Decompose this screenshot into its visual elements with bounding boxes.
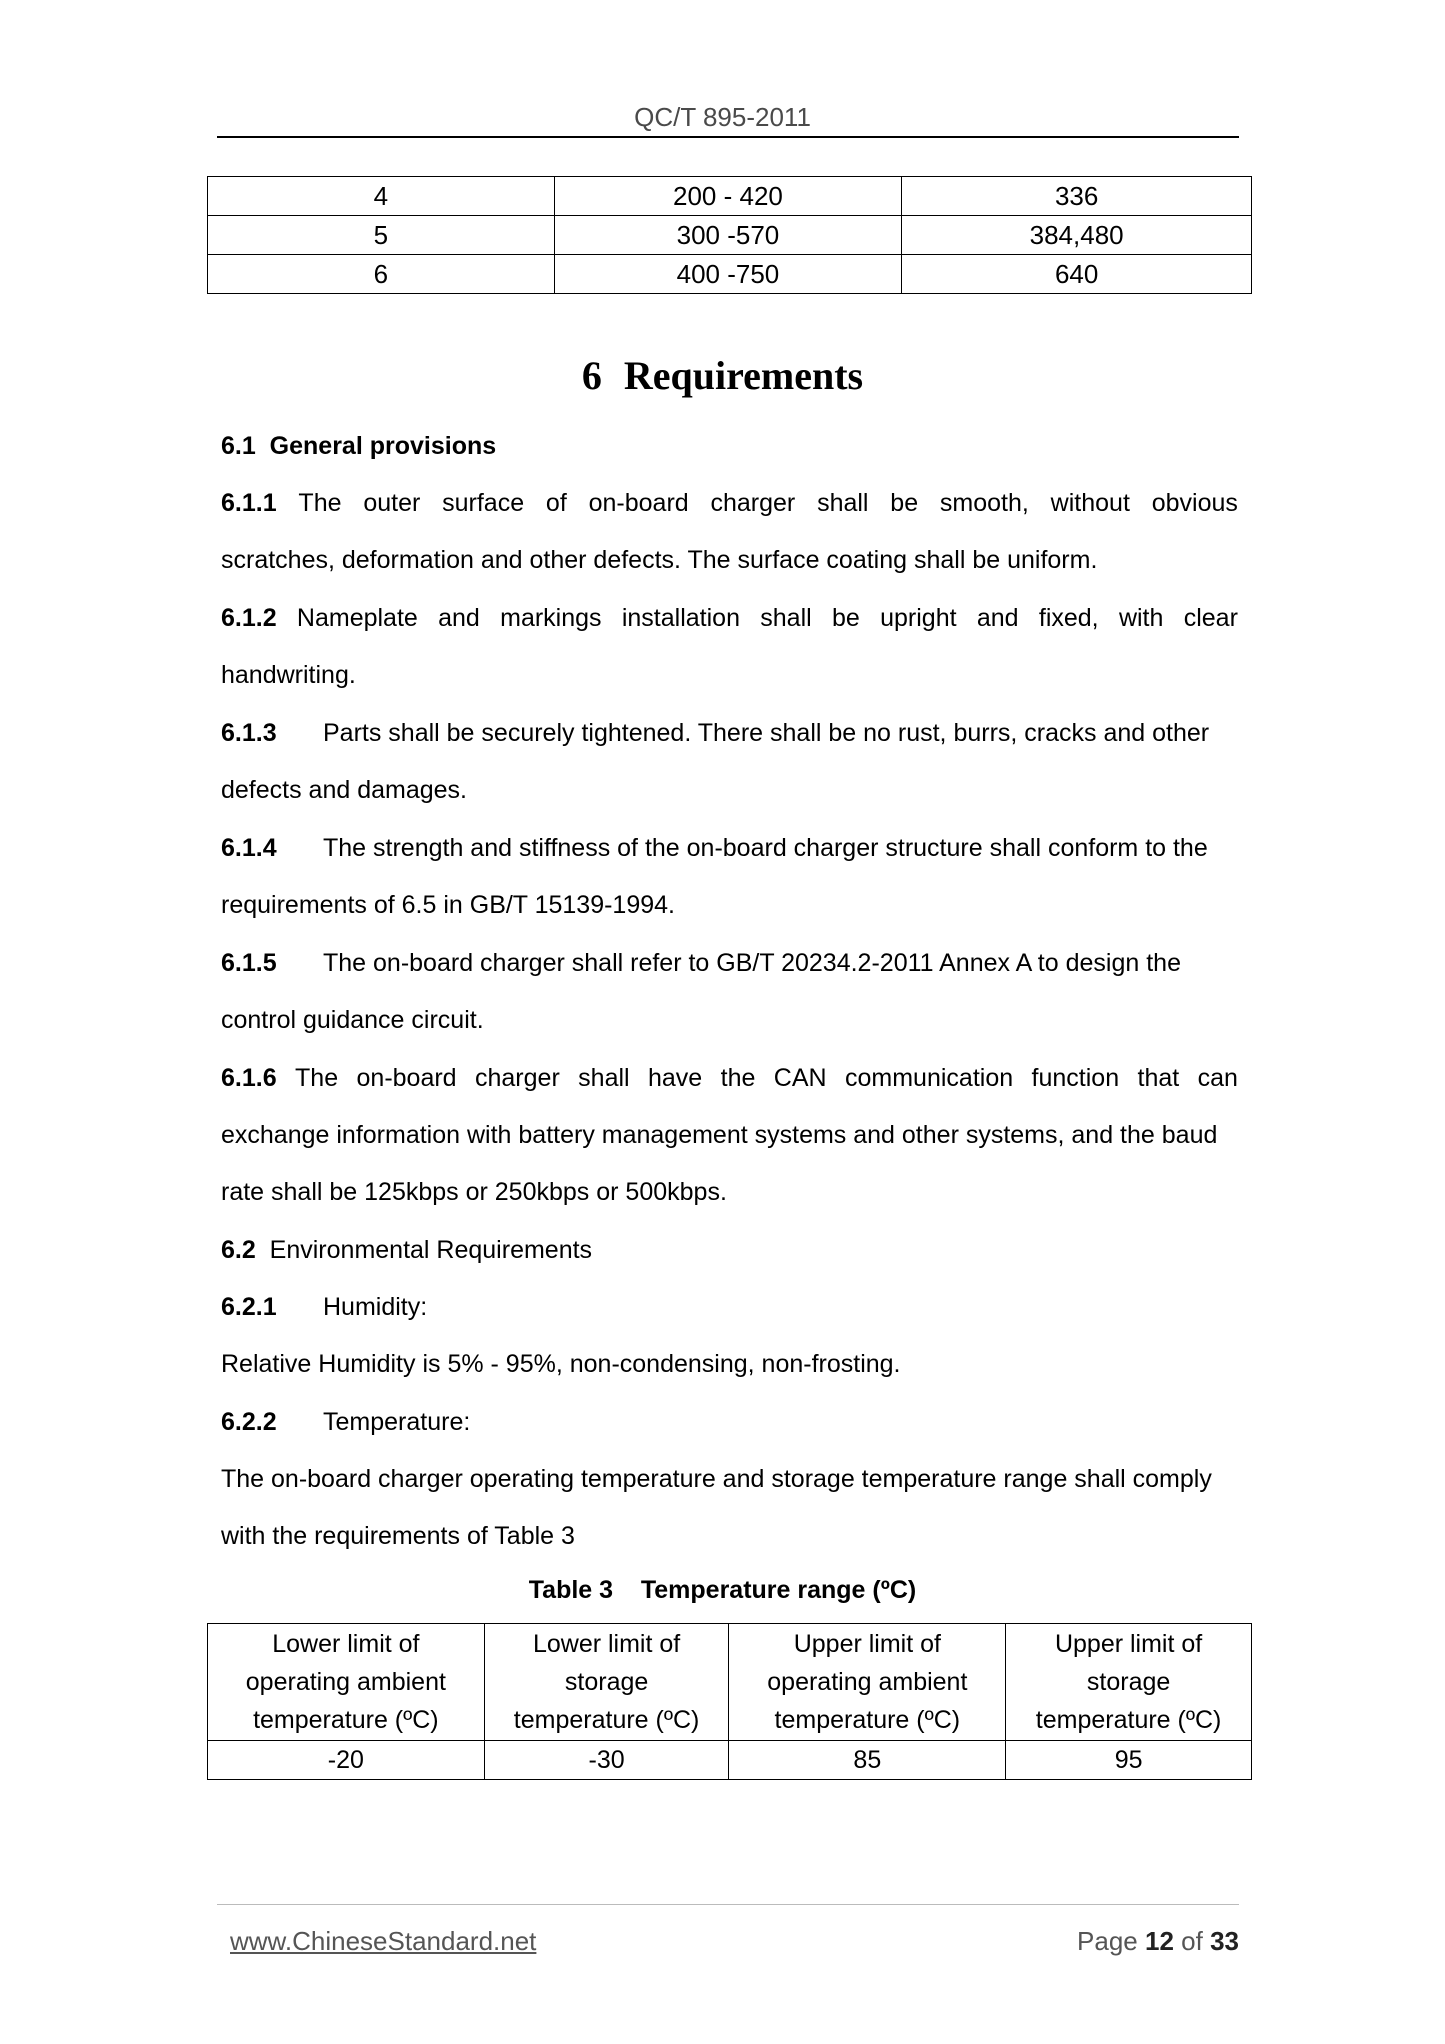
clause-line: rate shall be 125kbps or 250kbps or 500kbps. <box>221 1178 727 1206</box>
table-cell: -20 <box>208 1741 485 1780</box>
word: on-board <box>588 489 689 517</box>
table-row <box>208 177 1252 216</box>
clause-title: Humidity: <box>323 1293 428 1321</box>
word: shall <box>578 1064 630 1092</box>
section-number: 6 <box>581 353 602 398</box>
header-line: storage <box>564 1668 649 1696</box>
header-line: temperature (ºC) <box>1035 1706 1222 1734</box>
table-row <box>208 255 1252 294</box>
word: upright <box>880 604 957 632</box>
table-caption-number: Table 3 <box>528 1576 614 1604</box>
word: communication <box>845 1064 1014 1092</box>
clause-title: Temperature: <box>323 1408 471 1436</box>
table-cell: 640 <box>902 255 1252 294</box>
clause-number: 6.2 <box>221 1236 256 1264</box>
header-line: storage <box>1086 1668 1171 1696</box>
clause-number: 6.1.3 <box>221 719 277 747</box>
word: markings <box>500 604 602 632</box>
page-label: Page <box>1077 1926 1138 1956</box>
clause-number: 6.1 <box>221 432 256 460</box>
table-header-cell <box>729 1624 1006 1741</box>
table-cell: 95 <box>1006 1741 1252 1780</box>
word: smooth, <box>939 489 1029 517</box>
clause-text: The strength and stiffness of the on-board charger structure shall conform to the <box>323 834 1208 862</box>
word: function <box>1031 1064 1120 1092</box>
page-total: 33 <box>1210 1926 1239 1956</box>
page-number: 12 <box>1145 1926 1174 1956</box>
clause-6-1-2 <box>221 590 1238 704</box>
header-rule <box>217 136 1239 138</box>
word: on-board <box>356 1064 457 1092</box>
word: charger <box>710 489 796 517</box>
table-cell: -30 <box>484 1741 729 1780</box>
table-header-cell <box>1006 1624 1252 1741</box>
table-header-row <box>208 1624 1252 1741</box>
section-title: Requirements <box>623 353 864 398</box>
header-line: temperature (ºC) <box>253 1706 439 1734</box>
table-cell: 85 <box>729 1741 1006 1780</box>
clause-number: 6.1.2 <box>221 604 277 632</box>
clause-text: Parts shall be securely tightened. There shall be no rust, burrs, cracks and other <box>323 719 1210 747</box>
clause-number: 6.1.6 <box>221 1064 277 1092</box>
table-header-cell <box>484 1624 729 1741</box>
table-cell: 400 -750 <box>554 255 902 294</box>
clause-line: exchange information with battery management systems and other systems, and the baud <box>221 1121 1218 1149</box>
continued-table <box>207 176 1252 294</box>
table-cell: 336 <box>902 177 1252 216</box>
word: and <box>976 604 1019 632</box>
table-cell: 200 - 420 <box>554 177 902 216</box>
footer-rule <box>217 1904 1239 1905</box>
clause-number: 6.1.5 <box>221 949 277 977</box>
clause-line: defects and damages. <box>221 776 467 804</box>
word: have <box>648 1064 703 1092</box>
table-cell: 5 <box>208 216 555 255</box>
header-line: Upper limit of <box>793 1630 941 1658</box>
word: obvious <box>1151 489 1238 517</box>
word: with <box>1118 604 1164 632</box>
table-caption-title: Temperature range (ºC) <box>640 1576 917 1604</box>
table-caption <box>0 1576 1445 1605</box>
temperature-table <box>207 1623 1252 1780</box>
header-line: Lower limit of <box>272 1630 420 1658</box>
clause-6-2 <box>221 1222 1238 1279</box>
header-line: temperature (ºC) <box>513 1706 700 1734</box>
clause-number: 6.1.1 <box>221 489 277 517</box>
clause-6-2-1 <box>221 1279 1238 1393</box>
clause-6-1-6 <box>221 1050 1238 1221</box>
header-title: QC/T 895-2011 <box>634 102 811 132</box>
clause-line: Relative Humidity is 5% - 95%, non-condensing, non-frosting. <box>221 1350 901 1378</box>
clause-line: control guidance circuit. <box>221 1006 484 1034</box>
word: the <box>720 1064 756 1092</box>
table-row <box>208 216 1252 255</box>
clause-number: 6.2.1 <box>221 1293 277 1321</box>
clause-line: scratches, deformation and other defects. The surface coating shall be uniform. <box>221 546 1098 574</box>
clause-title: Environmental Requirements <box>269 1236 593 1264</box>
header-line: temperature (ºC) <box>774 1706 961 1734</box>
clause-line <box>221 475 1238 532</box>
word: and <box>438 604 480 632</box>
header-line: operating ambient <box>767 1668 968 1696</box>
table-cell: 4 <box>208 177 555 216</box>
clause-line <box>221 935 1238 992</box>
clause-line <box>221 590 1238 647</box>
clause-line <box>221 1394 1238 1451</box>
word: shall <box>817 489 869 517</box>
word: fixed, <box>1038 604 1099 632</box>
word: The <box>295 1064 339 1092</box>
table-cell: 6 <box>208 255 555 294</box>
clause-line: with the requirements of Table 3 <box>221 1522 575 1550</box>
word: surface <box>442 489 525 517</box>
page-of-label: of <box>1181 1926 1203 1956</box>
table-row <box>208 1741 1252 1780</box>
word: The <box>298 489 342 517</box>
clause-line <box>221 705 1238 762</box>
word: be <box>832 604 860 632</box>
clause-line: The on-board charger operating temperature and storage temperature range shall comply <box>221 1465 1212 1493</box>
clause-line: requirements of 6.5 in GB/T 15139-1994. <box>221 891 675 919</box>
clause-6-1 <box>221 418 1238 475</box>
clause-number: 6.2.2 <box>221 1408 277 1436</box>
word: be <box>890 489 919 517</box>
clause-line <box>221 1050 1238 1107</box>
clause-6-1-5 <box>221 935 1238 1049</box>
header-line: Upper limit of <box>1054 1630 1203 1658</box>
word: shall <box>760 604 812 632</box>
clause-line <box>221 820 1238 877</box>
word: of <box>545 489 567 517</box>
word: can <box>1197 1064 1238 1092</box>
word: Nameplate <box>296 604 418 632</box>
word: outer <box>363 489 421 517</box>
clause-title: General provisions <box>269 432 497 460</box>
word: clear <box>1183 604 1238 632</box>
clause-text: The on-board charger shall refer to GB/T 20234.2-2011 Annex A to design the <box>323 949 1181 977</box>
word: that <box>1137 1064 1180 1092</box>
section-heading <box>0 352 1445 399</box>
table-header-cell <box>208 1624 485 1741</box>
clause-6-1-1 <box>221 475 1238 589</box>
clause-line <box>221 1279 1238 1336</box>
header-line: Lower limit of <box>532 1630 681 1658</box>
clause-6-1-4 <box>221 820 1238 934</box>
word: CAN <box>773 1064 827 1092</box>
clause-6-2-2 <box>221 1394 1238 1565</box>
clause-line: handwriting. <box>221 661 356 689</box>
footer-site-link[interactable]: www.ChineseStandard.net <box>230 1926 537 1956</box>
word: without <box>1050 489 1130 517</box>
table-cell: 384,480 <box>902 216 1252 255</box>
word: installation <box>621 604 740 632</box>
clause-6-1-3 <box>221 705 1238 819</box>
word: charger <box>475 1064 560 1092</box>
header-line: operating ambient <box>245 1668 446 1696</box>
footer-page-indicator <box>1077 1926 1239 1957</box>
clause-number: 6.1.4 <box>221 834 277 862</box>
table-cell: 300 -570 <box>554 216 902 255</box>
